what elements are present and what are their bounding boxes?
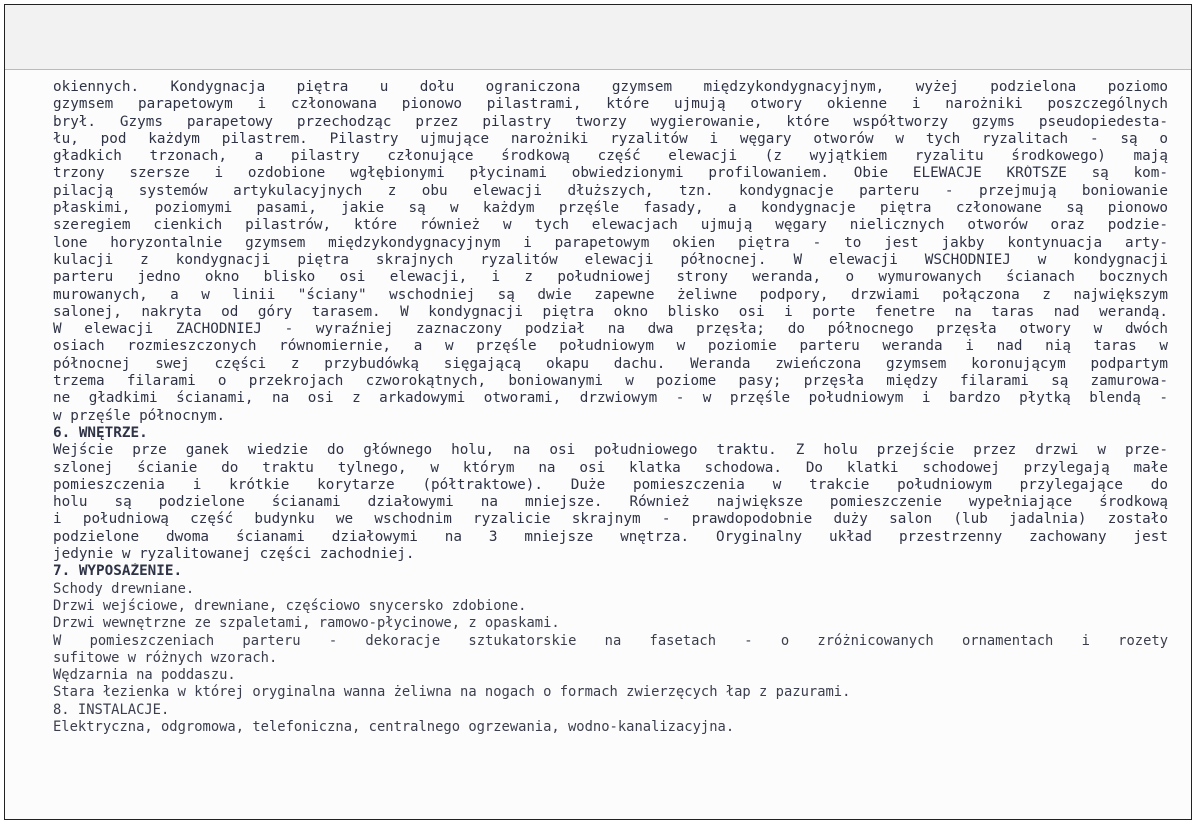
text-line: Wejście prze ganek wiedzie do głównego holu, na osi południowego traktu. Z holu przejście przez drzwi w prze-	[53, 442, 1168, 459]
section-heading: 7. WYPOSAŻENIE.	[53, 563, 183, 580]
text-line: pomieszczenia i krótkie korytarze (półtraktowe). Duże pomieszczenia w trakcie południowym przylegające do	[53, 476, 1168, 493]
text-line: jedynie w ryzalitowanej części zachodniej.	[53, 546, 415, 563]
text-line: Elektryczna, odgromowa, telefoniczna, centralnego ogrzewania, wodno-kanalizacyjna.	[53, 718, 735, 735]
text-line: trzema filarami o przekrojach czworokątnych, boniowanymi w poziome pasy; przęsła między filarami są zamurowa-	[53, 373, 1168, 390]
text-line: ne gładkimi ścianami, na osi z arkadowymi otworami, drzwiowym - w przęśle południowym i bardzo płytką blendą -	[53, 390, 1168, 407]
text-line: szeregiem cienkich pilastrów, które również w tych elewacjach ujmują węgary nielicznych otworów oraz podzie-	[53, 217, 1168, 234]
text-line: płaskimi, poziomymi pasami, jakie są w każdym przęśle fasady, a kondygnacje piętra członowane są pionowo	[53, 200, 1168, 217]
text-line: gładkich trzonach, a pilastry członujące środkową część elewacji (z wyjątkiem ryzalitu środkowego) mają	[53, 148, 1168, 165]
document-page	[4, 4, 1192, 820]
text-line: holu są podzielone ścianami działowymi na mniejsze. Również największe pomieszczenie wypełniające środkową	[53, 494, 1168, 511]
text-line: szlonej ścianie do traktu tylnego, w którym na osi klatka schodowa. Do klatki schodowej przylegają małe	[53, 459, 1168, 476]
text-line: salonej, nakryta od góry tarasem. W kondygnacji piętra okno blisko osi i porte fenetre na taras nad werandą.	[53, 303, 1168, 320]
text-line: kulacji z kondygnacji piętra skrajnych ryzalitów elewacji północnej. W elewacji WSCHODNIEJ w kondygnacji	[53, 251, 1168, 268]
text-line: lone horyzontalnie gzymsem międzykondygnacyjnym i parapetowym okien piętra - to jest jakby kontynuacja arty-	[53, 234, 1168, 251]
text-line: osiach rozmieszczonych równomiernie, a w przęśle południowym w poziomie parteru weranda i nad nią taras w	[53, 338, 1168, 355]
text-line: Stara łezienka w której oryginalna wanna żeliwna na nogach o formach zwierzęcych łap z pazurami.	[53, 684, 851, 701]
text-line: Drzwi wejściowe, drewniane, częściowo snycersko zdobione.	[53, 597, 527, 614]
text-line: sufitowe w różnych wzorach.	[53, 649, 278, 666]
text-line: Wędzarnia na poddaszu.	[53, 667, 236, 684]
text-line: trzony szersze i ozdobione wgłębionymi płycinami obwiedzionymi profilowaniem. Obie ELEWACJE KRÓTSZE są kom-	[53, 165, 1168, 182]
text-line: gzymsem parapetowym i członowana pionowo pilastrami, które ujmują otwory okienne i narożniki poszczególnych	[53, 96, 1168, 113]
text-line: północnej swej części z przybudówką sięgającą okapu dachu. Weranda zwieńczona gzymsem koronującym podpartym	[53, 355, 1168, 372]
text-line: murowanych, a w linii "ściany" wschodniej są dwie zapewne żeliwne podpory, drzwiami połączona z największym	[53, 286, 1168, 303]
text-line: pilacją systemów artykulacyjnych z obu elewacji dłuższych, tzn. kondygnacje parteru - przejmują boniowanie	[53, 182, 1168, 199]
text-line: łu, pod każdym pilastrem. Pilastry ujmujące narożniki ryzalitów i węgary otworów w tych ryzalitach - są o	[53, 130, 1168, 147]
section-heading: 6. WNĘTRZE.	[53, 424, 148, 441]
text-line: podzielone dwoma ścianami działowymi na 3 mniejsze wnętrza. Oryginalny układ przestrzenny zachowany jest	[53, 528, 1168, 545]
text-line: 8. INSTALACJE.	[53, 701, 170, 718]
header-strip	[5, 5, 1191, 70]
text-line: i południową część budynku we wschodnim ryzalicie skrajnym - prawdopodobnie duży salon (lub jadalnia) zostało	[53, 511, 1168, 528]
text-line: brył. Gzyms parapetowy przechodząc przez pilastry tworzy wygierowanie, które współtworzy gzyms pseudopiedesta-	[53, 113, 1168, 130]
text-line: okiennych. Kondygnacja piętra u dołu ograniczona gzymsem międzykondygnacyjnym, wyżej podzielona poziomo	[53, 79, 1168, 95]
document-body	[53, 79, 1168, 736]
text-line: Schody drewniane.	[53, 580, 195, 597]
text-line: W elewacji ZACHODNIEJ - wyraźniej zaznaczony podział na dwa przęsła; do północnego przęsła otwory w dwóch	[53, 321, 1168, 338]
text-line: W pomieszczeniach parteru - dekoracje sztukatorskie na fasetach - o zróżnicowanych ornamentach i rozety	[53, 632, 1168, 649]
text-line: parteru jedno okno blisko osi elewacji, i z południowej strony weranda, o wymurowanych ścianach bocznych	[53, 269, 1168, 286]
text-line: Drzwi wewnętrzne ze szpaletami, ramowo-płycinowe, z opaskami.	[53, 615, 560, 632]
text-line: w przęśle północnym.	[53, 407, 226, 424]
